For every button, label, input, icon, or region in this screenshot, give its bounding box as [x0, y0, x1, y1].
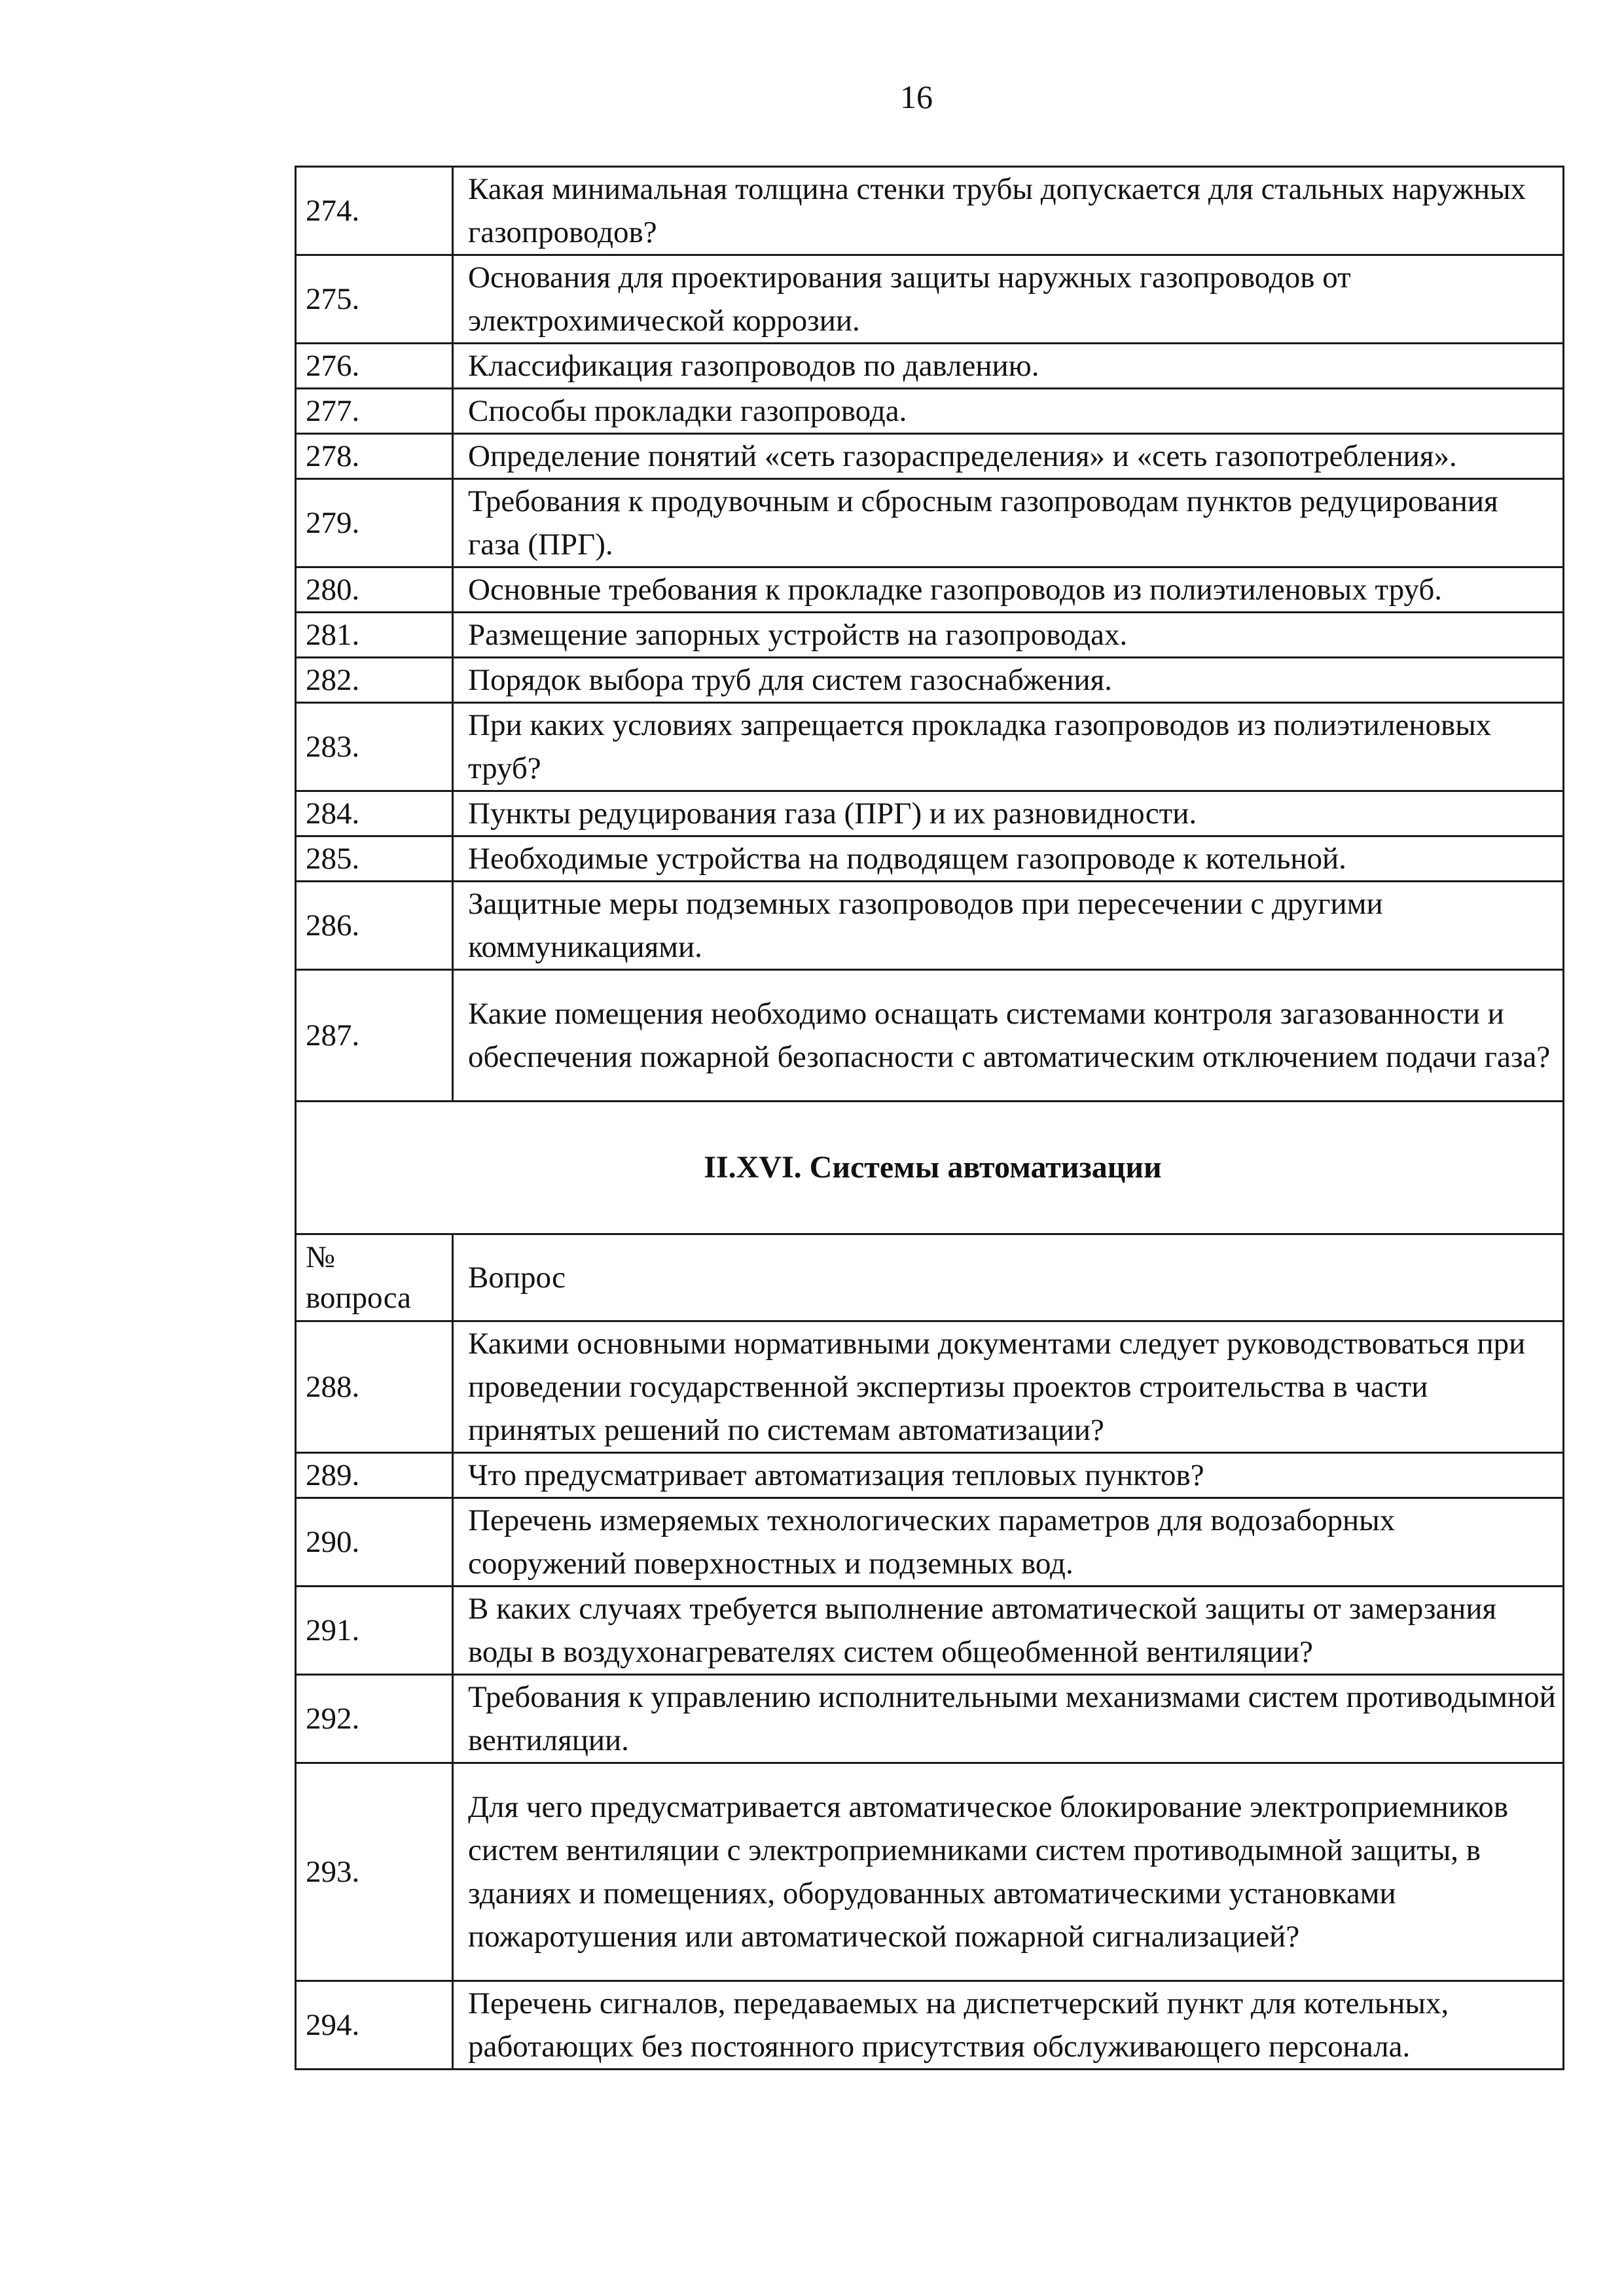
- question-text: В каких случаях требуется выполнение автоматической защиты от замерзания воды в воздухонагревателях систем общеобменной вентиляции?: [453, 1587, 1564, 1675]
- question-text: Перечень сигналов, передаваемых на диспетчерский пункт для котельных, работающих без постоянного присутствия обслуживающего персонала.: [453, 1981, 1564, 2070]
- question-text: Требования к продувочным и сбросным газопроводам пунктов редуцирования газа (ПРГ).: [453, 479, 1564, 567]
- question-number: 290.: [296, 1498, 453, 1587]
- question-row: [296, 567, 1564, 613]
- header-row: [296, 1234, 1564, 1321]
- question-text: Какие помещения необходимо оснащать системами контроля загазованности и обеспечения пожарной безопасности с автоматическим отключением подачи газа?: [453, 970, 1564, 1102]
- question-number: 288.: [296, 1321, 453, 1453]
- question-row: [296, 1321, 1564, 1453]
- question-number: 287.: [296, 970, 453, 1102]
- page-number: 16: [900, 79, 933, 115]
- question-text: Основания для проектирования защиты наружных газопроводов от электрохимической коррозии.: [453, 255, 1564, 344]
- question-text: Классификация газопроводов по давлению.: [453, 344, 1564, 389]
- question-number: 280.: [296, 567, 453, 613]
- question-row: [296, 836, 1564, 882]
- question-row: [296, 1675, 1564, 1763]
- question-row: [296, 613, 1564, 658]
- question-text: Определение понятий «сеть газораспределения» и «сеть газопотребления».: [453, 434, 1564, 479]
- question-row: [296, 1763, 1564, 1981]
- question-text: Пункты редуцирования газа (ПРГ) и их разновидности.: [453, 791, 1564, 836]
- question-text: При каких условиях запрещается прокладка газопроводов из полиэтиленовых труб?: [453, 703, 1564, 791]
- question-number: 289.: [296, 1453, 453, 1498]
- question-number: 293.: [296, 1763, 453, 1981]
- question-row: [296, 434, 1564, 479]
- question-row: [296, 970, 1564, 1102]
- question-row: [296, 1587, 1564, 1675]
- question-row: [296, 658, 1564, 703]
- question-text: Размещение запорных устройств на газопроводах.: [453, 613, 1564, 658]
- question-text: Необходимые устройства на подводящем газопроводе к котельной.: [453, 836, 1564, 882]
- question-text: Способы прокладки газопровода.: [453, 389, 1564, 434]
- question-row: [296, 344, 1564, 389]
- question-text: Для чего предусматривается автоматическое блокирование электроприемников систем вентиляции с электроприемниками систем противодымной защиты, в зданиях и помещениях, оборудованных автоматическими установками пожаротушения или автоматической пожарной сигнализацией?: [453, 1763, 1564, 1981]
- questions-part1: [296, 167, 1564, 1102]
- question-number: 286.: [296, 882, 453, 970]
- question-number: 285.: [296, 836, 453, 882]
- header-question-label: Вопрос: [453, 1234, 1564, 1321]
- header-num-label: № вопроса: [296, 1234, 453, 1321]
- question-number: 291.: [296, 1587, 453, 1675]
- question-row: [296, 167, 1564, 255]
- question-number: 279.: [296, 479, 453, 567]
- question-number: 283.: [296, 703, 453, 791]
- question-row: [296, 479, 1564, 567]
- section-row: [296, 1102, 1564, 1234]
- questions-table: [295, 166, 1564, 2070]
- question-row: [296, 791, 1564, 836]
- question-row: [296, 703, 1564, 791]
- question-row: [296, 1453, 1564, 1498]
- question-row: [296, 255, 1564, 344]
- questions-part2: [296, 1321, 1564, 2070]
- question-number: 277.: [296, 389, 453, 434]
- question-row: [296, 389, 1564, 434]
- question-text: Какая минимальная толщина стенки трубы допускается для стальных наружных газопроводов?: [453, 167, 1564, 255]
- question-text: Основные требования к прокладке газопроводов из полиэтиленовых труб.: [453, 567, 1564, 613]
- question-text: Перечень измеряемых технологических параметров для водозаборных сооружений поверхностных и подземных вод.: [453, 1498, 1564, 1587]
- question-text: Защитные меры подземных газопроводов при пересечении с другими коммуникациями.: [453, 882, 1564, 970]
- question-number: 282.: [296, 658, 453, 703]
- question-text: Требования к управлению исполнительными механизмами систем противодымной вентиляции.: [453, 1675, 1564, 1763]
- question-number: 294.: [296, 1981, 453, 2070]
- question-row: [296, 882, 1564, 970]
- question-number: 292.: [296, 1675, 453, 1763]
- question-row: [296, 1498, 1564, 1587]
- question-text: Что предусматривает автоматизация тепловых пунктов?: [453, 1453, 1564, 1498]
- question-row: [296, 1981, 1564, 2070]
- section-title: II.XVI. Системы автоматизации: [296, 1102, 1564, 1234]
- question-number: 281.: [296, 613, 453, 658]
- question-number: 275.: [296, 255, 453, 344]
- section-block: [296, 1102, 1564, 1321]
- question-text: Какими основными нормативными документами следует руководствоваться при проведении государственной экспертизы проектов строительства в части принятых решений по системам автоматизации?: [453, 1321, 1564, 1453]
- question-text: Порядок выбора труб для систем газоснабжения.: [453, 658, 1564, 703]
- question-number: 276.: [296, 344, 453, 389]
- question-number: 278.: [296, 434, 453, 479]
- question-number: 284.: [296, 791, 453, 836]
- question-number: 274.: [296, 167, 453, 255]
